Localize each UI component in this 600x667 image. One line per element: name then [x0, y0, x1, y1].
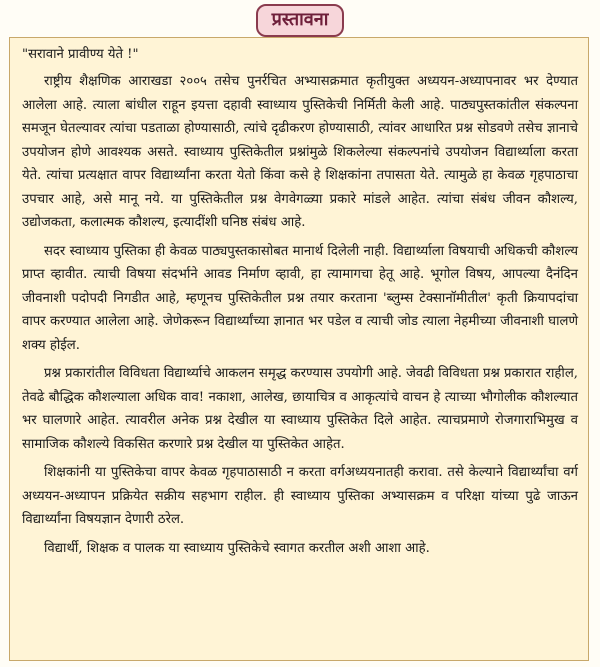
tagline: "सरावाने प्रावीण्य येते !" [22, 47, 139, 62]
content-panel [9, 37, 589, 661]
paragraph-3: प्रश्न प्रकारांतील विविधता विद्यार्थ्याचे आकलन समृद्ध करण्यास उपयोगी आहे. जेवढी विविधता प्रश्न प्रकारात राहील, तेवढे बौद्धिक कौशल्याला अधिक वाव! नकाशा, आलेख, छायाचित्र व आकृत्यांचे वाचन हे त्याच्या भौगोलीक कौशल्यात भर घालणारे आहेत. त्यावरील अनेक प्रश्न देखील या स्वाध्याय पुस्तिकेत दिले आहेत. त्याचप्रमाणे रोजगाराभिमुख व सामाजिक कौशल्ये विकसित करणारे प्रश्न देखील या पुस्तिकेत आहेत. [22, 366, 578, 452]
paragraph-1: राष्ट्रीय शैक्षणिक आराखडा २००५ तसेच पुनर्रचित अभ्यासक्रमात कृतीयुक्त अध्ययन-अध्यापनावर भर देण्यात आलेला आहे. त्याला बांधील राहून इयत्ता दहावी स्वाध्याय पुस्तिकेची निर्मिती केली आहे. पाठ्यपुस्तकांतील संकल्पना समजून घेतल्यावर त्यांचा पडताळा होण्यासाठी, त्यांचे दृढीकरण होण्यासाठी, त्यांवर आधारित प्रश्न सोडवणे तसेच ज्ञानाचे उपयोजन होणे आवश्यक असते. स्वाध्याय पुस्तिकेतील प्रश्नांमुळे शिकलेल्या संकल्पनांचे उपयोजन विद्यार्थ्याला करता येते. त्यांचा प्रत्यक्षात वापर विद्यार्थ्यांना करता येतो किंवा कसे हे शिक्षकांना तपासता येते. त्यामुळे हा केवळ गृहपाठाचा उपचार आहे, असे मानू नये. या पुस्तिकेतील प्रश्न वेगवेगळ्या प्रकारे मांडले आहेत. त्यांचा संबंध जीवन कौशल्य, उद्योजकता, कलात्मक कौशल्य, इत्यादींशी घनिष्ठ संबंध आहे. [22, 74, 578, 230]
paragraph-4: शिक्षकांनी या पुस्तिकेचा वापर केवळ गृहपाठासाठी न करता वर्गअध्ययनातही करावा. तसे केल्याने विद्यार्थ्यांचा वर्ग अध्ययन-अध्यापन प्रक्रियेत सक्रीय सहभाग राहील. ही स्वाध्याय पुस्तिका अभ्यासक्रम व परिक्षा यांच्या पुढे जाऊन विद्यार्थ्यांना विषयज्ञान देणारी ठरेल. [22, 465, 578, 527]
paragraph-5: विद्यार्थी, शिक्षक व पालक या स्वाध्याय पुस्तिकेचे स्वागत करतील अशी आशा आहे. [44, 540, 430, 556]
title-banner [0, 4, 600, 38]
page-title: प्रस्तावना [256, 4, 345, 37]
paragraph-2: सदर स्वाध्याय पुस्तिका ही केवळ पाठ्यपुस्तकासोबत मानार्थ दिलेली नाही. विद्यार्थ्याला विषयाची अधिकची कौशल्य प्राप्त व्हावीत. त्याची विषया संदर्भाने आवड निर्माण व्हावी, हा त्यामागचा हेतू आहे. भूगोल विषय, आपल्या दैनंदिन जीवनाशी पदोपदी निगडीत आहे, म्हणूनच पुस्तिकेतील प्रश्न तयार करताना 'ब्लुम्स टेक्सानॉमीतील' कृती क्रियापदांचा वापर करण्यात आलेला आहे. जेणेकरून विद्यार्थ्यांच्या ज्ञानात भर पडेल व त्याची जोड त्याला नेहमीच्या जीवनाशी घालणे शक्य होईल. [22, 243, 578, 353]
